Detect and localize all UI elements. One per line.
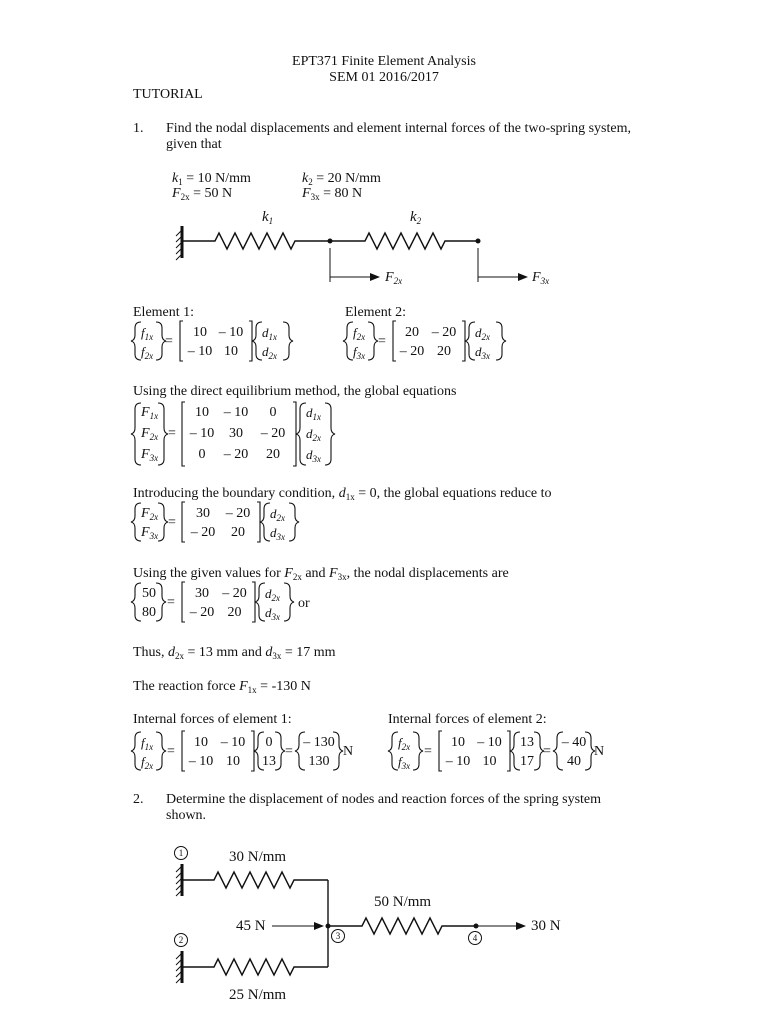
- f2x-given: $F_{2x} = 50$ N: [172, 186, 233, 202]
- reaction-line: The reaction force $F_{1x} = -130$ N: [133, 679, 311, 695]
- i2-r1: – 40: [561, 735, 587, 750]
- q1-number: 1.: [133, 121, 144, 136]
- f3x-given: $F_{3x} = 80$ N: [302, 186, 363, 202]
- r-m11: 30: [196, 506, 210, 521]
- g-m22: 30: [229, 426, 243, 441]
- e1-m12: – 10: [218, 325, 244, 340]
- r-F2x: $F_{2x}$: [141, 506, 159, 522]
- i2-unit: N: [594, 744, 605, 759]
- e1-d2x: $d_{2x}$: [262, 344, 277, 361]
- i1-equals2: =: [285, 744, 293, 759]
- spring-50: [328, 918, 476, 934]
- e2-m11: 20: [405, 325, 419, 340]
- node-2-label: 2: [178, 935, 184, 945]
- q2-text-line1: Determine the displacement of nodes and reaction forces of the spring system: [166, 792, 602, 807]
- element2-label: Element 2:: [345, 305, 407, 320]
- i1-m11: 10: [194, 735, 208, 750]
- e2-f3x: $f_{3x}$: [353, 344, 366, 361]
- i1-d1: 0: [265, 735, 273, 750]
- node-1-label: 1: [178, 848, 184, 858]
- i2-equals2: =: [543, 744, 551, 759]
- spring-30-label: 30 N/mm: [229, 849, 287, 865]
- g-m31: 0: [198, 447, 206, 462]
- label-f3x: $F_{3x}$: [532, 270, 550, 286]
- e1-d1x: $d_{1x}$: [262, 325, 277, 342]
- q1-text-line2: given that: [166, 137, 222, 152]
- gv-m12: – 20: [222, 586, 247, 601]
- r-d3x: $d_{3x}$: [270, 525, 285, 542]
- g-m11: 10: [195, 405, 209, 420]
- spring-30: [182, 872, 328, 888]
- or-text: or: [298, 596, 310, 611]
- k2-given: $k_2 = 20$ N/mm: [302, 171, 381, 187]
- r-d2x: $d_{2x}$: [270, 506, 285, 523]
- given-intro: Using the given values for $F_{2x}$ and $F_{3x}$, the nodal displacements are: [133, 566, 509, 582]
- g-F3x: $F_{3x}$: [141, 447, 159, 463]
- gv-m21: – 20: [189, 605, 215, 620]
- g-m32: – 20: [223, 447, 249, 462]
- q2-text-line2: shown.: [166, 808, 207, 823]
- e1-m22: 10: [224, 344, 238, 359]
- node-4-label: 4: [472, 933, 478, 943]
- e1-equals: =: [165, 334, 173, 349]
- i1-f2x: $f_{2x}$: [141, 754, 154, 771]
- g-d3x: $d_{3x}$: [306, 447, 321, 464]
- g-m23: – 20: [260, 426, 286, 441]
- r-m22: 20: [231, 525, 245, 540]
- k1-given: $k_1 = 10$ N/mm: [172, 171, 251, 187]
- r-equals: =: [168, 515, 176, 530]
- bc-intro: Introducing the boundary condition, $d_{1x} = 0$, the global equations reduce to: [133, 486, 552, 502]
- q1-text-line1: Find the nodal displacements and element internal forces of the two-spring system,: [166, 121, 631, 136]
- e1-f2x: $f_{2x}$: [141, 344, 154, 361]
- e2-m22: 20: [437, 344, 451, 359]
- spring-50-label: 50 N/mm: [374, 894, 432, 910]
- i1-m12: – 10: [220, 735, 246, 750]
- g-m33: 20: [266, 447, 280, 462]
- i1-r2: 130: [308, 754, 330, 769]
- r-F3x: $F_{3x}$: [141, 525, 159, 541]
- thus-line: Thus, $d_{2x} = 13$ mm and $d_{3x} = 17$ mm: [133, 645, 336, 661]
- i2-f2x: $f_{2x}$: [398, 735, 411, 752]
- i2-equals1: =: [424, 744, 432, 759]
- gv-d2x: $d_{2x}$: [265, 586, 280, 603]
- i1-d2: 13: [262, 754, 276, 769]
- i1-m21: – 10: [188, 754, 214, 769]
- e2-d3x: $d_{3x}$: [475, 344, 490, 361]
- global-intro: Using the direct equilibrium method, the global equations: [133, 384, 457, 399]
- g-F1x: $F_{1x}$: [141, 405, 159, 421]
- g-equals: =: [168, 426, 176, 441]
- i2-m22: 10: [482, 754, 497, 769]
- label-k2: $k_2$: [410, 209, 422, 226]
- int2-label: Internal forces of element 2:: [388, 712, 547, 727]
- i2-m12: – 10: [477, 735, 502, 750]
- g-d2x: $d_{2x}$: [306, 426, 321, 443]
- r-m21: – 20: [190, 525, 216, 540]
- i2-m11: 10: [451, 735, 465, 750]
- i2-d2: 17: [520, 754, 534, 769]
- g-d1x: $d_{1x}$: [306, 405, 321, 422]
- e1-m11: 10: [193, 325, 207, 340]
- i1-r1: – 130: [303, 735, 335, 750]
- e2-d2x: $d_{2x}$: [475, 325, 490, 342]
- gv-m11: 30: [195, 586, 209, 601]
- label-k1: $k_1$: [262, 209, 274, 226]
- given-80: 80: [142, 605, 156, 620]
- i1-equals1: =: [167, 744, 175, 759]
- g-m21: – 10: [189, 426, 215, 441]
- spring-25: [182, 959, 328, 975]
- i1-m22: 10: [226, 754, 240, 769]
- tutorial-heading: TUTORIAL: [133, 87, 203, 102]
- e1-f1x: $f_{1x}$: [141, 325, 154, 342]
- e2-m12: – 20: [431, 325, 457, 340]
- i2-r2: 40: [567, 754, 581, 769]
- i2-f3x: $f_{3x}$: [398, 754, 411, 771]
- g-F2x: $F_{2x}$: [141, 426, 159, 442]
- given-50: 50: [142, 586, 156, 601]
- label-f2x: $F_{2x}$: [385, 270, 403, 286]
- i2-m21: – 10: [445, 754, 471, 769]
- g-m13: 0: [269, 405, 277, 420]
- gv-d3x: $d_{3x}$: [265, 605, 280, 622]
- given-equals: =: [167, 595, 175, 610]
- e2-m21: – 20: [399, 344, 425, 359]
- semester-label: SEM 01 2016/2017: [329, 70, 439, 85]
- e2-f2x: $f_{2x}$: [353, 325, 366, 342]
- node-3-junction: [326, 924, 331, 929]
- g-m12: – 10: [223, 405, 249, 420]
- node-3-label: 3: [335, 931, 341, 941]
- e2-equals: =: [378, 334, 386, 349]
- e1-m21: – 10: [187, 344, 213, 359]
- course-title: EPT371 Finite Element Analysis: [292, 54, 476, 69]
- spring-25-label: 25 N/mm: [229, 987, 287, 1003]
- element1-label: Element 1:: [133, 305, 195, 320]
- gv-m22: 20: [227, 605, 242, 620]
- q2-number: 2.: [133, 792, 144, 807]
- force-45-label: 45 N: [236, 918, 266, 934]
- i1-f1x: $f_{1x}$: [141, 735, 154, 752]
- int1-label: Internal forces of element 1:: [133, 712, 292, 727]
- force-30-label: 30 N: [531, 918, 561, 934]
- r-m12: – 20: [225, 506, 251, 521]
- i2-d1: 13: [520, 735, 534, 750]
- i1-unit: N: [343, 744, 354, 759]
